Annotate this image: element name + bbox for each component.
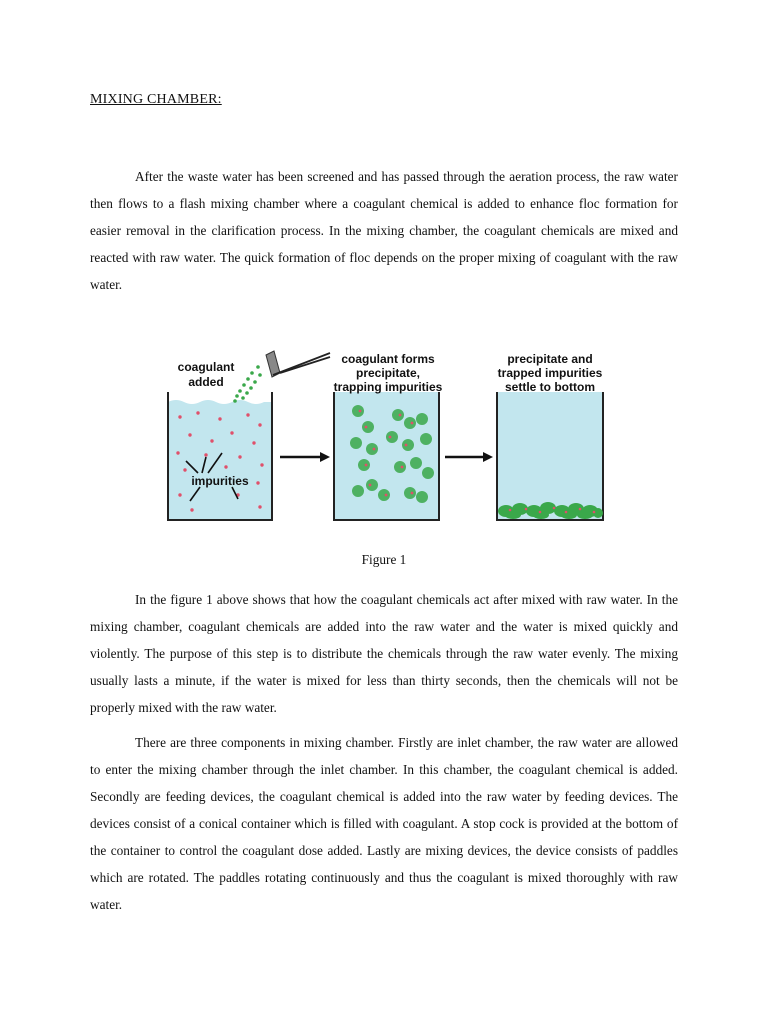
paragraph-intro: After the waste water has been screened and has passed through the aeration process, the raw water then flows to a flash mixing chamber where a coagulant chemical is added to enhance floc formation for easier removal in the clarification process. In the mixing chamber, the coagulant chemicals are mixed and reacted with raw water. The quick formation of floc depends on the proper mixing of coagulant with the raw water. <box>90 169 678 292</box>
section-heading: MIXING CHAMBER: <box>90 92 222 107</box>
coagulation-figure <box>160 345 620 530</box>
label-impurities: impurities <box>191 474 249 488</box>
label-stage3-line3: settle to bottom <box>505 380 595 394</box>
paragraph-components: There are three components in mixing chamber. Firstly are inlet chamber, the raw water are allowed to enter the mixing chamber through the inlet chamber. In this chamber, the coagulant chemical is added. Secondly are feeding devices, the coagulant chemical is added into the raw water by feeding devices. The devices consist of a conical container which is filled with coagulant. A stop cock is provided at the bottom of the container to control the coagulant dose added. Lastly are mixing devices, the device consists of paddles which are rotated. The paddles rotating continuously and thus the coagulant is mixed thoroughly with raw water. <box>90 735 678 912</box>
label-added: added <box>188 375 224 389</box>
beaker-3-settled <box>497 392 603 520</box>
label-stage2-line3: trapping impurities <box>333 380 443 394</box>
figure-caption: Figure 1 <box>361 552 407 567</box>
paragraph-figure-explanation: In the figure 1 above shows that how the coagulant chemicals act after mixed with raw water. In the mixing chamber, coagulant chemicals are added into the raw water and the water is mixed quickly and violently. The purpose of this step is to distribute the chemicals through the raw water evenly. The mixing usually lasts a minute, if the water is mixed for less than thirty seconds, then the chemicals will not be properly mixed with the raw water. <box>90 592 678 715</box>
label-stage2-line2: precipitate, <box>355 366 421 380</box>
label-coagulant: coagulant <box>177 360 235 374</box>
label-stage2-line1: coagulant forms <box>341 352 435 366</box>
coagulant-particles <box>233 365 262 403</box>
coagulant-scoop-icon <box>266 351 330 377</box>
arrow-right-icon <box>280 452 330 462</box>
label-stage3-line2: trapped impurities <box>497 366 603 380</box>
arrow-right-icon <box>445 452 493 462</box>
label-stage3-line1: precipitate and <box>507 352 593 366</box>
